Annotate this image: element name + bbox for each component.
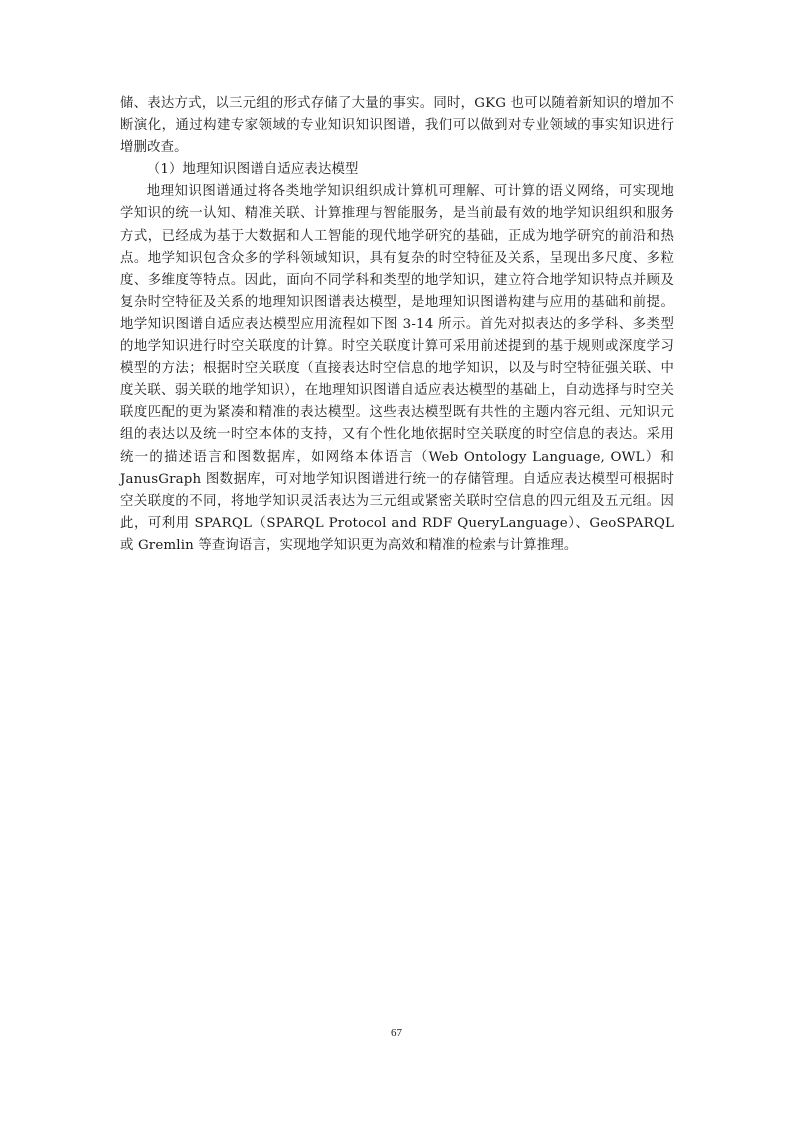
paragraph-continuation: 储、表达方式，以三元组的形式存储了大量的事实。同时，GKG 也可以随着新知识的增加不断演化，通过构建专家领域的专业知识知识图谱，我们可以做到对专业领域的事实知识进行增删改查。	[120, 96, 674, 156]
body-text	[120, 93, 674, 557]
section-heading: （1）地理知识图谱自适应表达模型	[146, 162, 359, 178]
paragraph-body: 地理知识图谱通过将各类地学知识组织成计算机可理解、可计算的语义网络，可实现地学知识的统一认知、精准关联、计算推理与智能服务，是当前最有效的地学知识组织和服务方式，已经成为基于大数据和人工智能的现代地学研究的基础，正成为地学研究的前沿和热点。地学知识包含众多的学科领域知识，具有复杂的时空特征及关系，呈现出多尺度、多粒度、多维度等特点。因此，面向不同学科和类型的地学知识，建立符合地学知识特点并顾及复杂时空特征及关系的地理知识图谱表达模型，是地理知识图谱构建与应用的基础和前提。地学知识图谱自适应表达模型应用流程如下图 3-14 所示。首先对拟表达的多学科、多类型的地学知识进行时空关联度的计算。时空关联度计算可采用前述提到的基于规则或深度学习模型的方法；根据时空关联度（直接表达时空信息的地学知识，以及与时空特征强关联、中度关联、弱关联的地学知识），在地理知识图谱自适应表达模型的基础上，自动选择与时空关联度匹配的更为紧凑和精准的表达模型。这些表达模型既有共性的主题内容元组、元知识元组的表达以及统一时空本体的支持，又有个性化地依据时空关联度的时空信息的表达。采用统一的描述语言和图数据库，如网络本体语言（Web Ontology Language, OWL）和 JanusGraph 图数据库，可对地学知识图谱进行统一的存储管理。自适应表达模型可根据时空关联度的不同，将地学知识灵活表达为三元组或紧密关联时空信息的四元组及五元组。因此，可利用 SPARQL（SPARQL Protocol and RDF QueryLanguage）、GeoSPARQL 或 Gremlin 等查询语言，实现地学知识更为高效和精准的检索与计算推理。	[120, 184, 674, 553]
page-number: 67	[391, 1027, 402, 1039]
